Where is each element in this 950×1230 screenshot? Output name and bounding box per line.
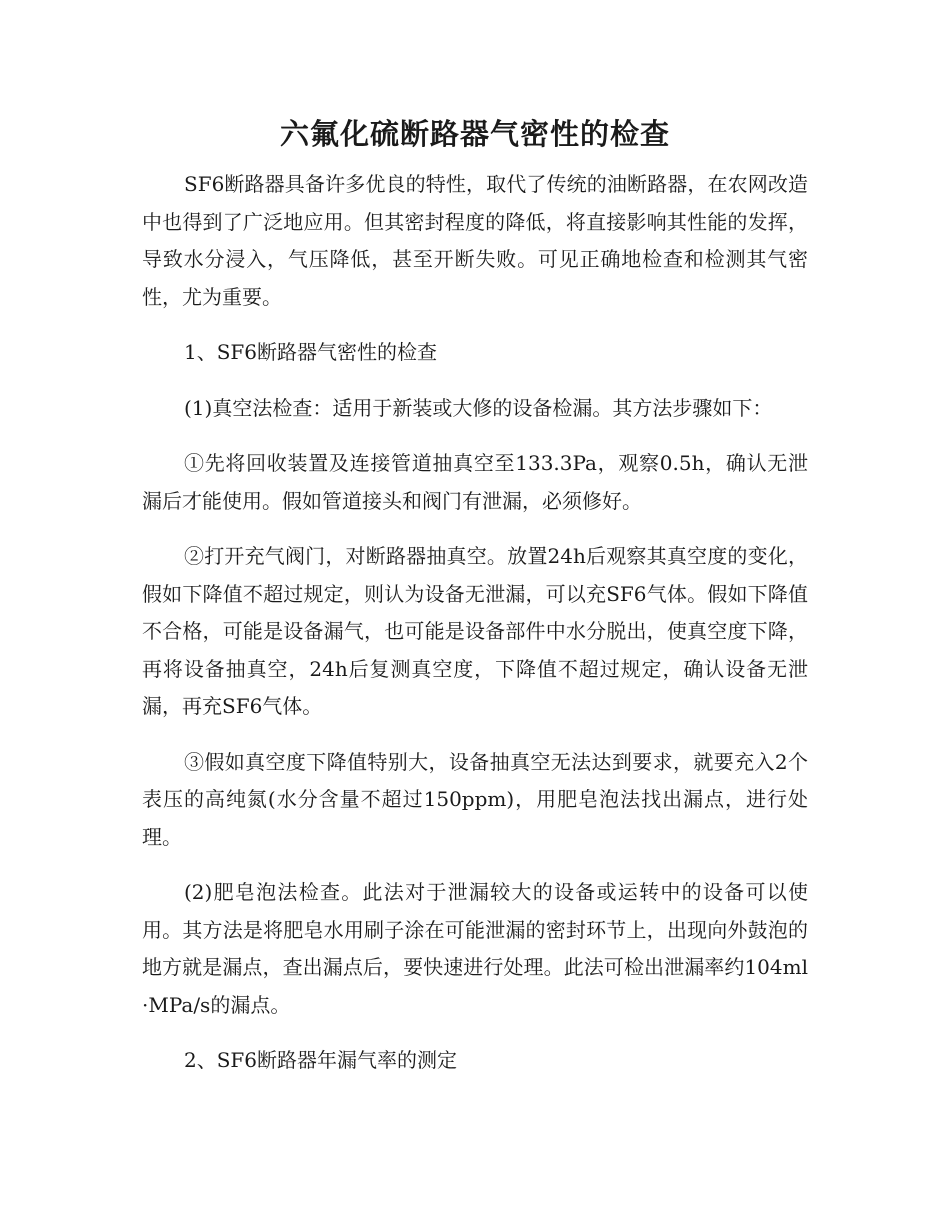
vacuum-method-paragraph: (1)真空法检查：适用于新装或大修的设备检漏。其方法步骤如下：	[184, 395, 773, 420]
step-1-paragraph: ①先将回收装置及连接管道抽真空至133.3Pa，观察0.5h，确认无泄漏后才能使用。假如管道接头和阀门有泄漏，必须修好。	[142, 451, 808, 513]
document-title: 六氟化硫断路器气密性的检查	[279, 117, 670, 151]
step-2-paragraph: ②打开充气阀门，对断路器抽真空。放置24h后观察其真空度的变化，假如下降值不超过规定，则认为设备无泄漏，可以充SF6气体。假如下降值不合格，可能是设备漏气，也可能是设备部件中水分脱出，使真空度下降，再将设备抽真空，24h后复测真空度，下降值不超过规定，确认设备无泄漏，再充SF6气体。	[142, 544, 808, 718]
step-3-paragraph: ③假如真空度下降值特别大，设备抽真空无法达到要求，就要充入2个表压的高纯氮(水分含量不超过150ppm)，用肥皂泡法找出漏点，进行处理。	[142, 749, 808, 849]
document-body	[142, 166, 808, 1098]
soap-bubble-method-paragraph: (2)肥皂泡法检查。此法对于泄漏较大的设备或运转中的设备可以使用。其方法是将肥皂水用刷子涂在可能泄漏的密封环节上，出现向外鼓泡的地方就是漏点，查出漏点后，要快速进行处理。此法可检出泄漏率约104ml·MPa/s的漏点。	[142, 880, 808, 1017]
section-heading-1: 1、SF6断路器气密性的检查	[184, 340, 438, 364]
section-heading-2: 2、SF6断路器年漏气率的测定	[184, 1048, 458, 1072]
intro-paragraph: SF6断路器具备许多优良的特性，取代了传统的油断路器，在农网改造中也得到了广泛地应用。但其密封程度的降低，将直接影响其性能的发挥，导致水分浸入，气压降低，甚至开断失败。可见正确地检查和检测其气密性，尤为重要。	[142, 172, 808, 309]
